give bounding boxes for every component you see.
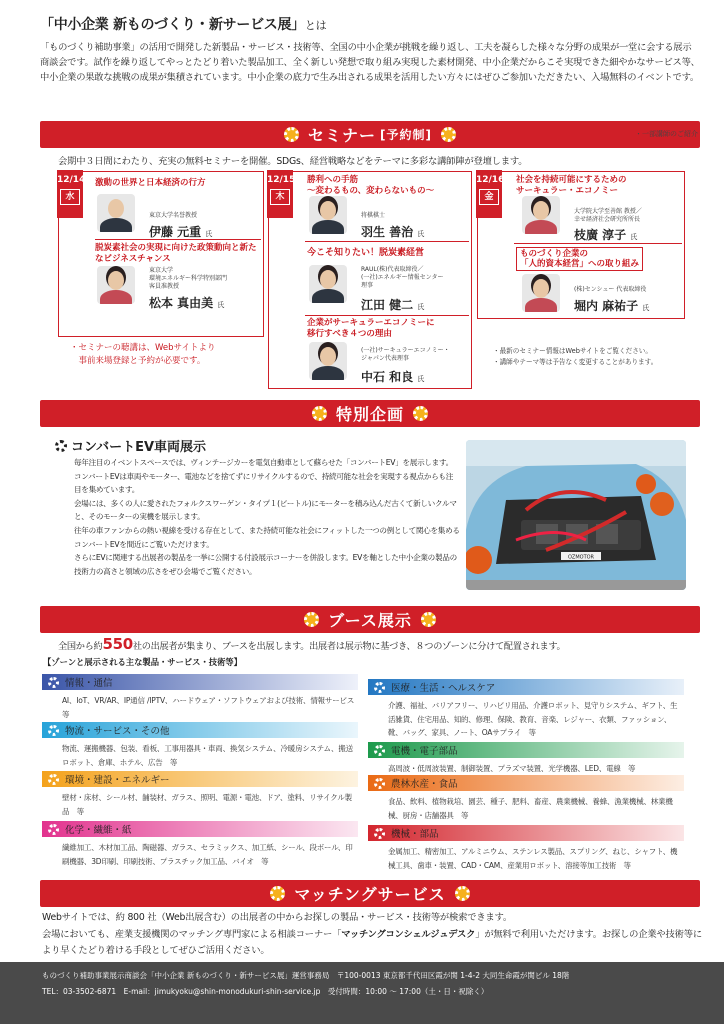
zone-environment <box>42 771 358 818</box>
gear-icon <box>48 725 59 736</box>
day-panel-1216 <box>477 171 685 319</box>
speaker-photo <box>309 196 347 234</box>
divider <box>305 315 469 316</box>
speaker-affiliation: (株)センシュー 代表取締役 <box>574 286 647 293</box>
session-title: 勝利への手筋 〜変わるもの、変わらないもの〜 <box>307 175 435 196</box>
title-main: 「中小企業 新ものづくり・新サービス展」 <box>40 17 305 33</box>
day-panel-1215 <box>268 171 472 389</box>
gear-icon <box>312 406 327 421</box>
gear-icon <box>304 612 319 627</box>
zone-bar: 電機・電子部品 <box>368 742 684 758</box>
matching-text: Webサイトでは、約 800 社（Web出展含む）の出展者の中からお探しの製品・サービス・技術等が検索できます。 会場においても、産業支援機関のマッチング専門家による相談コーナー「マッチングコンシェルジュデスク」が無料で利用いただけます。お探しの企業や技術等により早くたどり着ける手段としてぜひご活用ください。 <box>42 912 702 956</box>
session-title: 激動の世界と日本経済の行方 <box>95 178 206 188</box>
zone-bar: 化学・繊維・紙 <box>42 821 358 837</box>
gear-icon <box>48 677 59 688</box>
session-title: 企業がサーキュラーエコノミーに 移行すべき４つの理由 <box>307 318 435 339</box>
page-title <box>40 14 326 34</box>
seminar-web-note: ・セミナーの聴講は、Webサイトより 事前来場登録と予約が必要です。 <box>70 343 216 366</box>
speaker-photo <box>522 196 560 234</box>
speaker-note: ・一部講師のご紹介 <box>635 130 698 138</box>
gear-icon <box>48 774 59 785</box>
reservation-tag: [予約制] <box>380 128 432 142</box>
footer-contact <box>42 984 724 1000</box>
zone-items: 壁材・床材、シール材、舗装材、ガラス、照明、電源・電池、ドア、塗料、リサイクル製品 等 <box>62 793 352 816</box>
zone-items: AI、IoT、VR/AR、IP通信 /IPTV、ハードウェア・ソフトウェアおよび技術、情報サービス 等 <box>62 696 362 719</box>
zone-agriculture <box>368 775 684 822</box>
zone-items: 繊維加工、木材加工品、陶磁器、ガラス、セラミックス、加工紙、シール、段ボール、印刷機器、3D印刷、印刷技術、プラスチック加工品、バイオ 等 <box>62 843 353 866</box>
zone-bar: 農林水産・食品 <box>368 775 684 791</box>
gear-icon <box>455 886 470 901</box>
speaker-name: 羽生 善治 氏 <box>361 225 425 239</box>
footer-tel: TEL：03-3502-6871 <box>42 986 117 996</box>
zone-bar: 物流・サービス・その他 <box>42 722 358 738</box>
ev-title: コンバートEV車両展示 <box>55 436 206 455</box>
zone-machinery <box>368 825 684 872</box>
seminar-band-title: セミナー <box>308 126 377 145</box>
gear-icon <box>284 127 299 142</box>
speaker-name: 松本 真由美 氏 <box>149 296 225 310</box>
title-suffix: とは <box>304 19 327 32</box>
seminar-lead: 会期中３日間にわたり、充実の無料セミナーを開催。SDGs、経営戦略などをテーマに多彩な講師陣が登壇します。 <box>58 156 528 167</box>
gear-icon <box>374 682 385 693</box>
concierge-desk: マッチングコンシェルジュデスク <box>341 928 476 940</box>
zone-info <box>42 674 362 721</box>
zone-bar: 機械・部品 <box>368 825 684 841</box>
speaker-affiliation: 東京大学 環境エネルギー科学特別部門 客員准教授 <box>149 267 228 290</box>
zone-items: 金属加工、精密加工、アルミニウム、ステンレス製品、スプリング、ねじ、シャフト、機械工具、歯車・装置、CAD・CAM、産業用ロボット、溶接等加工技術 等 <box>388 847 678 870</box>
divider <box>305 241 469 242</box>
session-title: 今こそ知りたい！脱炭素経営 <box>307 248 425 258</box>
gear-icon <box>270 886 285 901</box>
zone-items: 介護、福祉、バリアフリー、リハビリ用品、介護ロボット、見守りシステム、ギフト、生活雑貨、住宅用品、知的、修理、保険、教育、音楽、レジャー、衣類、ファッション、靴、バッグ、家具、ノート、OAサプライ 等 <box>388 701 678 737</box>
speaker-name: 江田 健二 氏 <box>361 298 425 312</box>
speaker-name: 枝廣 淳子 氏 <box>574 228 638 242</box>
matching-band-title: マッチングサービス <box>294 885 446 904</box>
special-band <box>40 400 700 427</box>
gear-icon <box>374 828 385 839</box>
matching-band <box>40 880 700 907</box>
special-band-title: 特別企画 <box>335 405 404 424</box>
speaker-affiliation: 東京大学名誉教授 <box>149 212 198 219</box>
gear-icon <box>374 778 385 789</box>
zone-bar: 環境・建設・エネルギー <box>42 771 358 787</box>
speaker-name: 中石 和良 氏 <box>361 370 425 384</box>
speaker-photo <box>309 342 347 380</box>
gear-icon <box>421 612 436 627</box>
speaker-name: 堀内 麻祐子 氏 <box>574 299 650 313</box>
zone-bar: 情報・通信 <box>42 674 358 690</box>
day-panel-1214 <box>58 171 264 337</box>
divider <box>514 243 682 244</box>
speaker-affiliation: (一社)サーキュラーエコノミー・ ジャパン代表理事 <box>361 347 450 362</box>
speaker-affiliation: 大学院大学至善館 教授／ 幸せ経済社会研究所所長 <box>574 208 642 223</box>
session-title: 社会を持続可能にするための サーキュラー・エコノミー <box>516 175 627 196</box>
plate-text: OZMOTOR <box>567 554 595 561</box>
booth-band-title: ブース展示 <box>328 611 412 630</box>
zone-electric <box>368 742 684 776</box>
footer-email[interactable]: E-mail：jimukyoku@shin-monodukuri-shin-service.jp <box>123 986 321 996</box>
gear-icon <box>441 127 456 142</box>
footer-org: ものづくり補助事業展示商談会「中小企業 新ものづくり・新サービス展」運営事務局 〒100-0013 東京都千代田区霞が関 1-4-2 大同生命霞が関ビル 18階 <box>42 971 570 980</box>
zone-medical <box>368 679 684 740</box>
date-tag: 12/15 木 <box>267 170 293 218</box>
speaker-affiliation: 将棋棋士 <box>361 212 386 219</box>
ev-description: 毎年注目のイベントスペースでは、ヴィンテージカーを電気自動車として蘇らせた「コンバートEV」を展示します。コンバートEVは車両やモーター、電池などを捨てずにリサイクルするので、持続可能な社会を実現する視点からも注目を集めています。 会場には、多くの人に愛されたフォルクスワーゲン・タイプ１(ビートル)にモーターを積み込んだ古くて新しいクルマと、そのモーターの実機を展示します。 往年の車ファンからの熱い視線を受ける存在として、また持続可能な社会にフィットした一つの例として関心を集めるコンバートEVを間近にご覧いただけます。 さらにEVに関連する出展者の製品を一挙に公開する付設展示コーナーを併設します。EVを軸とした中小企業の製品の技術力の高さと領域の広さをぜひ会場でご覧ください。 <box>74 458 460 576</box>
footer-hours: 受付時間：10:00 〜 17:00（土・日・祝除く） <box>327 986 489 996</box>
ev-car-illustration <box>466 440 686 590</box>
speaker-photo <box>97 266 135 304</box>
session-title: 脱炭素社会の実現に向けた政策動向と新たなビジネスチャンス <box>95 243 257 264</box>
booth-lead: 全国から約550社の出展者が集まり、ブースを出展します。出展者は展示物に基づき、８つのゾーンに分けて配置されます。 <box>58 635 566 653</box>
gear-icon <box>48 824 59 835</box>
seminar-footnote: ・最新のセミナー情報はWebサイトをご覧ください。 ・講師やテーマ等は予告なく変更することがあります。 <box>493 347 658 366</box>
divider <box>95 239 261 240</box>
date-tag: 12/16 金 <box>476 170 502 218</box>
gear-icon <box>374 745 385 756</box>
seminar-band <box>40 121 700 148</box>
gear-icon <box>413 406 428 421</box>
zone-items: 物流、運搬機器、包装、看板、工事用器具・車両、換気システム、冷暖房システム、搬送ロボット、倉庫、ホテル、広告 等 <box>62 744 353 767</box>
intro-text: 「ものづくり補助事業」の活用で開発した新製品・サービス・技術等、全国の中小企業が挑戦を繰り返し、工夫を凝らした様々な分野の成果が一堂に会する展示商談会です。試作を繰り返してやっとたどり着いた製品加工、全く新しい発想で取り組み実現した素材開発、中小企業だからこそ実現できた細やかなサービス等、中小企業の果敢な挑戦の成果が集積されています。中小企業の底力で生み出される成果を活用したい方々にはぜひご参加いただきたい、入場無料のイベントです。 <box>40 42 700 84</box>
zone-heading: 【ゾーンと展示される主な製品・サービス・技術等】 <box>43 657 242 667</box>
gear-icon <box>55 440 67 452</box>
session-title: ものづくり企業の 「人的資本経営」への取り組み <box>516 247 643 271</box>
speaker-affiliation: RAUL(株)代表取締役／ (一社)エネルギー情報センター 理事 <box>361 266 444 289</box>
date-tag: 12/14 水 <box>57 170 83 218</box>
speaker-photo <box>522 274 560 312</box>
speaker-photo <box>97 194 135 232</box>
zone-items: 高周波・低周波装置、制御装置、プラズマ装置、光学機器、LED、電線 等 <box>388 764 636 773</box>
footer <box>0 962 724 1024</box>
zone-logistics <box>42 722 358 769</box>
zone-bar: 医療・生活・ヘルスケア <box>368 679 684 695</box>
speaker-name: 伊藤 元重 氏 <box>149 225 213 239</box>
exhibitor-count: 550 <box>102 635 133 653</box>
booth-band <box>40 606 700 633</box>
zone-items: 食品、飲料、植物栽培、園芸、種子、肥料、畜産、農業機械、養蜂、漁業機械、林業機械、厨房・店舗器具 等 <box>388 797 673 820</box>
ev-car-photo <box>466 440 686 590</box>
speaker-photo <box>309 265 347 303</box>
zone-chemical <box>42 821 358 868</box>
